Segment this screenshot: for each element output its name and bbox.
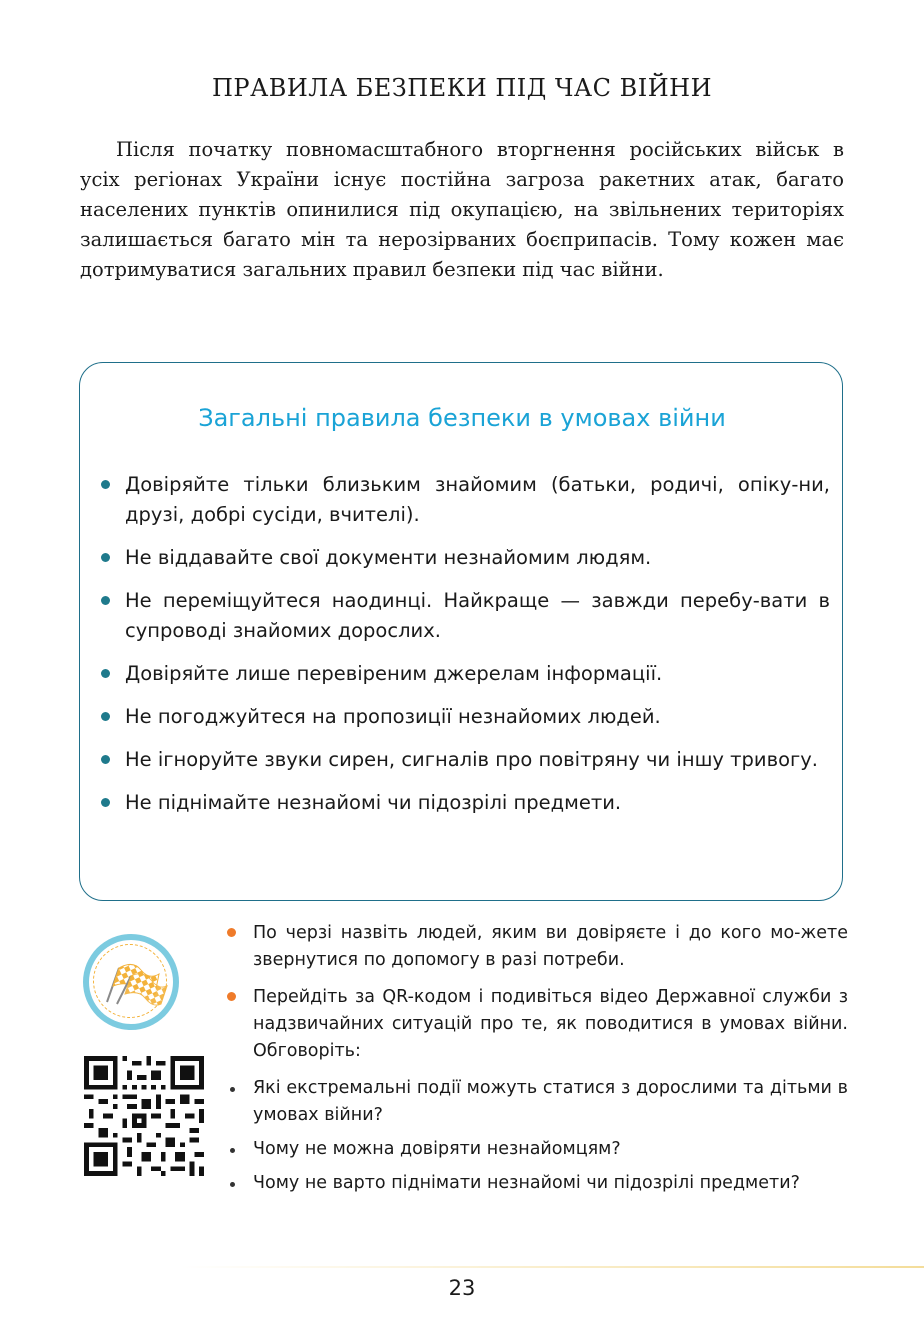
rules-list [98,470,830,831]
bullet-icon [230,1087,235,1092]
bullet-icon [227,928,236,937]
bullet-icon [101,798,110,807]
checkered-flag-icon [83,934,179,1030]
rule-item: Не віддавайте свої документи незнайомим людям. [98,543,830,573]
bullet-icon [101,553,110,562]
rule-item: Не переміщуйтеся наодинці. Найкраще — завжди перебу-вати в супроводі знайомих дорослих. [98,586,830,646]
bullet-icon [230,1182,235,1187]
bullet-icon [101,669,110,678]
bullet-icon [230,1148,235,1153]
page-number: 23 [448,1276,476,1300]
question-item: Чому не можна довіряти незнайомцям? [226,1136,848,1163]
page-title: ПРАВИЛА БЕЗПЕКИ ПІД ЧАС ВІЙНИ [211,74,713,102]
task-item: По черзі назвіть людей, яким ви довіряєте і до кого мо-жете звернутися по допомогу в разі потреби. [226,920,848,974]
footer-divider [180,1266,924,1268]
rule-item: Довіряйте лише перевіреним джерелам інформації. [98,659,830,689]
rule-item: Не погоджуйтеся на пропозиції незнайомих людей. [98,702,830,732]
qr-code[interactable] [84,1056,204,1176]
tasks-list [226,920,848,1204]
rule-item: Довіряйте тільки близьким знайомим (батьки, родичі, опіку-ни, друзі, добрі сусіди, вчителі). [98,470,830,530]
rule-item: Не ігноруйте звуки сирен, сигналів про повітряну чи іншу тривогу. [98,745,830,775]
bullet-icon [227,992,236,1001]
task-item: Перейдіть за QR-кодом і подивіться відео Державної служби з надзвичайних ситуацій про те, як поводитися в умовах війни. Обговоріть: [226,984,848,1065]
rules-heading: Загальні правила безпеки в умовах війни [198,404,726,432]
bullet-icon [101,480,110,489]
bullet-icon [101,755,110,764]
bullet-icon [101,596,110,605]
rule-item: Не піднімайте незнайомі чи підозрілі предмети. [98,788,830,818]
bullet-icon [101,712,110,721]
intro-paragraph: Після початку повномасштабного вторгнення російських військ в усіх регіонах України існує постійна загроза ракетних атак, багато населених пунктів опинилися під окупацією, на звільнених територіях залишається багато мін та нерозірваних боєприпасів. Тому кожен має дотримуватися загальних правил безпеки під час війни. [80,138,844,281]
question-item: Які екстремальні події можуть статися з дорослими та дітьми в умовах війни? [226,1075,848,1129]
question-item: Чому не варто піднімати незнайомі чи підозрілі предмети? [226,1170,848,1197]
